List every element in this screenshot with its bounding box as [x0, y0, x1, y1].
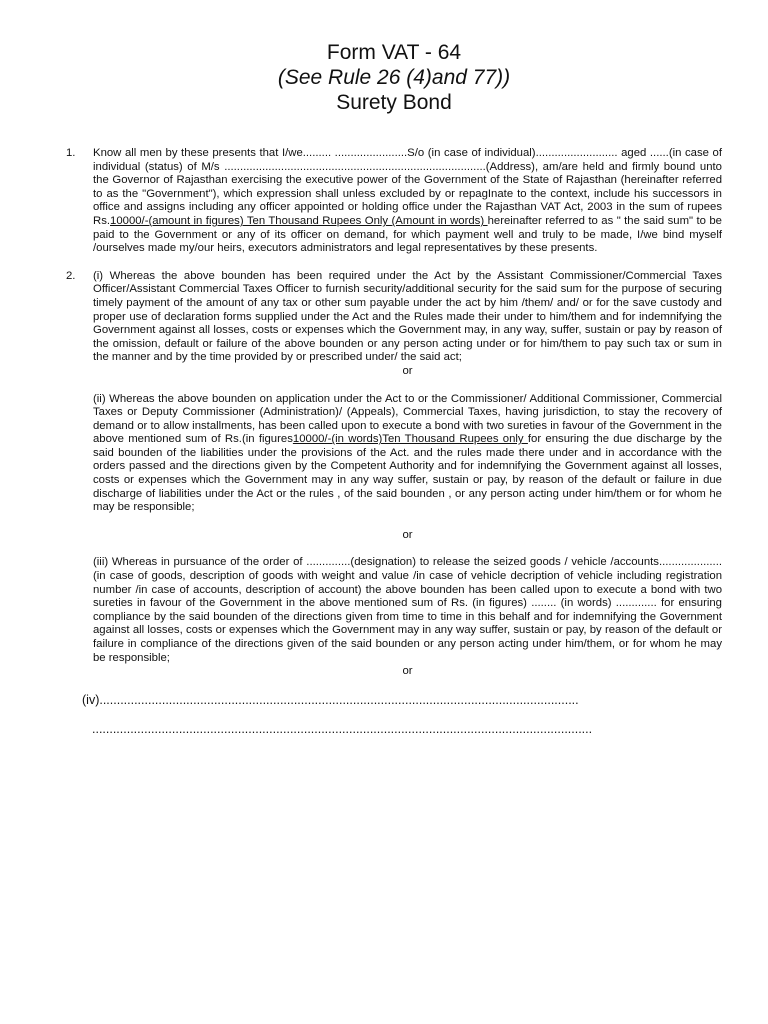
- subclause-iv-block: [66, 693, 722, 737]
- spacer: [82, 708, 722, 722]
- form-header: [66, 40, 722, 115]
- subclause-iv: (iv)..........................................................................................................................................: [82, 692, 579, 707]
- subclause-ii: [93, 393, 722, 515]
- spacer: [93, 679, 722, 693]
- or-separator: or: [402, 665, 413, 678]
- subclause-iii: (iii) Whereas in pursuance of the order of ..............(designation) to release the seized goods / vehicle /accounts.................... (in case of goods, description of goods with weight and value /in case of vehicle decription of vehicle including registration number /in case of accounts, description of account) the above bounden has been called upon to execute a bond with two sureties in favour of the Government in the above mentioned sum of Rs. (in figures) ........ (in words) ............. for ensuring compliance by the said bounden of the directions given from time to time in this behalf and for indemnifying the Government against all losses, costs or expenses which the Government may in any way suffer, sustain or pay, by reason of the default or failure in compliance of the directions given of the said bounden or any person acting under him/them, or for whom he may be responsible;: [93, 556, 722, 664]
- spacer: [93, 379, 722, 393]
- subclause-ii-part-a: (ii) Whereas the above bounden on application under the Act to or the Commissioner/ Additional Commissioner, Commercial Taxes or Deputy Commissioner (Administration)/ (Appeals), Commercial Taxes, having jurisdiction, to stay the recovery of demand or to allow installments, has been called upon to execute a bond with two sureties in favour of the Government in the above mentioned sum of Rs.(in figures: [93, 392, 722, 446]
- amount-underlined: 10000/-(in words)Ten Thousand Rupees only: [292, 433, 528, 446]
- subclause-ii-part-b: for ensuring the due discharge by the said bounden of the liabilities under the provisions of the Act. and the rules made there under and in accordance with the orders passed and the directions given by the Competent Authority and for indemnifying the Government against all losses, costs or expenses which the Government may in any way suffer, sustain or pay, by reason of the default or failure in due discharge of liabilities under the Act or the rules , of the said bounden , or any person acting under him/them or for whom he may be responsible;: [93, 433, 723, 514]
- spacer: [66, 256, 722, 270]
- clause-1-part-b: hereinafter referred to as " the said sum" to be paid to the Government or any of its officer on demand, for which payment well and truly to be made, I/we bind myself /ourselves made my/our heirs, executors administrators and legal representatives by these presents.: [93, 214, 722, 255]
- clause-1: [66, 147, 722, 256]
- clause-body: [93, 270, 722, 693]
- spacer: [93, 515, 722, 529]
- form-title: Form VAT - 64: [326, 41, 462, 64]
- clause-body: [93, 147, 722, 256]
- subclause-i: (i) Whereas the above bounden has been required under the Act by the Assistant Commissioner/Commercial Taxes Officer/Assistant Commercial Taxes Officer to furnish security/additional security for the said sum for the purpose of securing timely payment of the amount of any tax or other sum payable under the act by him /them/ and/ or for the save custody and proper use of declaration forms supplied under the Act and the Rules made their under to him/them and for indemnifying the Government against all losses, costs or expenses which the Government may, in any way, suffer, sustain or pay by reason of the omission, default or failure of the above bounden or any person acting under or for him/them to pay such tax or sum in the manner and by the time provided by or prescribed under/ the said act;: [93, 269, 722, 364]
- clause-1-text: [93, 147, 722, 256]
- amount-underlined: 10000/-(amount in figures) Ten Thousand Rupees Only (Amount in words): [110, 214, 488, 227]
- clause-1-part-a: Know all men by these presents that I/we......... .......................S/o (in case of individual).......................... aged ......(in case of individual (status) of M/s ...................................................................................(Address), am/are held and firmly bound unto the Governor of Rajasthan exercising the executive power of the Government of the State of Rajasthan (hereinafter referred to as the "Government"), which expression shall unless excluded by or repagInate to the context, include his successors in office and assigns including any officer appointed or holding office under the Rajasthan VAT Act, 2003 in the sum of rupees Rs.: [93, 147, 722, 227]
- rule-reference: (See Rule 26 (4)and 77)): [277, 66, 511, 89]
- spacer: [93, 542, 722, 556]
- clause-number: 1.: [66, 147, 76, 159]
- clause-2: [66, 270, 722, 693]
- clause-number: 2.: [66, 269, 76, 282]
- or-separator: or: [402, 528, 413, 541]
- document-title: Surety Bond: [336, 91, 452, 114]
- or-separator: or: [402, 364, 413, 377]
- subclause-iv-continuation: ................................................................................................................................................: [92, 721, 593, 736]
